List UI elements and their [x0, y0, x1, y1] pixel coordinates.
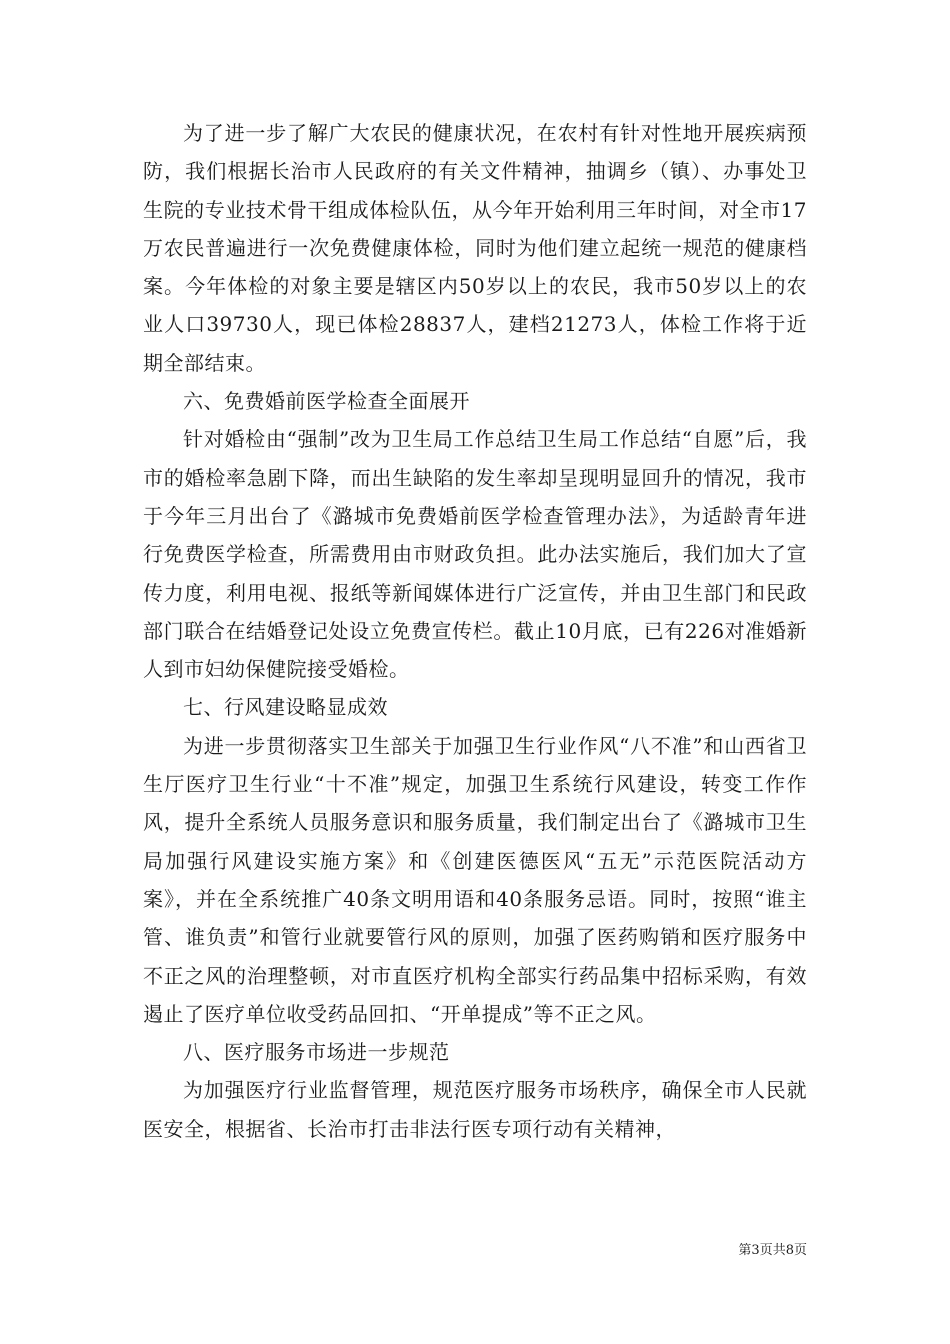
- section-heading-medical-market: 八、医疗服务市场进一步规范: [183, 1040, 450, 1065]
- page-footer-prefix: 第: [738, 1243, 752, 1258]
- paragraph-farmer-health-checkup: 为了进一步了解广大农民的健康状况，在农村有针对性地开展疾病预防，我们根据长治市人民政府的有关文件精神，抽调乡（镇）、办事处卫生院的专业技术骨干组成体检队伍，从今年开始利用三年时间，对全市17万农民普遍进行一次免费健康体检，同时为他们建立起统一规范的健康档案。今年体检的对象主要是辖区内50岁以上的农民，我市50岁以上的农业人口39730人，现已体检28837人，建档21273人，体检工作将于近期全部结束。: [143, 121, 807, 375]
- paragraph-premarital-exam: 针对婚检由“强制”改为卫生局工作总结卫生局工作总结“自愿”后，我市的婚检率急剧下降，而出生缺陷的发生率却呈现明显回升的情况，我市于今年三月出台了《潞城市免费婚前医学检查管理办法》，为适龄青年进行免费医学检查，所需费用由市财政负担。此办法实施后，我们加大了宣传力度，利用电视、报纸等新闻媒体进行广泛宣传，并由卫生部门和民政部门联合在结婚登记处设立免费宣传栏。截止10月底，已有226对准婚新人到市妇幼保健院接受婚检。: [143, 427, 807, 682]
- page-number-footer: [738, 1243, 807, 1259]
- section-heading-premarital-exam: 六、免费婚前医学检查全面展开: [183, 389, 470, 414]
- section-heading-conduct-building: 七、行风建设略显成效: [183, 695, 388, 720]
- paragraph-medical-market: 为加强医疗行业监督管理，规范医疗服务市场秩序，确保全市人民就医安全，根据省、长治市打击非法行医专项行动有关精神，: [143, 1078, 807, 1141]
- page-footer-middle: 页共: [759, 1243, 786, 1258]
- total-page-count: 8: [785, 1243, 794, 1258]
- document-body: [143, 114, 807, 1148]
- page-footer-suffix: 页: [793, 1243, 807, 1258]
- paragraph-conduct-building: 为进一步贯彻落实卫生部关于加强卫生行业作风“八不准”和山西省卫生厅医疗卫生行业“十不准”规定，加强卫生系统行风建设，转变工作作风，提升全系统人员服务意识和服务质量，我们制定出台了《潞城市卫生局加强行风建设实施方案》和《创建医德医风“五无”示范医院活动方案》，并在全系统推广40条文明用语和40条服务忌语。同时，按照“谁主管、谁负责”和管行业就要管行风的原则，加强了医药购销和医疗服务中不正之风的治理整顿，对市直医疗机构全部实行药品集中招标采购，有效遏止了医疗单位收受药品回扣、“开单提成”等不正之风。: [143, 733, 807, 1026]
- current-page-number: 3: [751, 1243, 760, 1258]
